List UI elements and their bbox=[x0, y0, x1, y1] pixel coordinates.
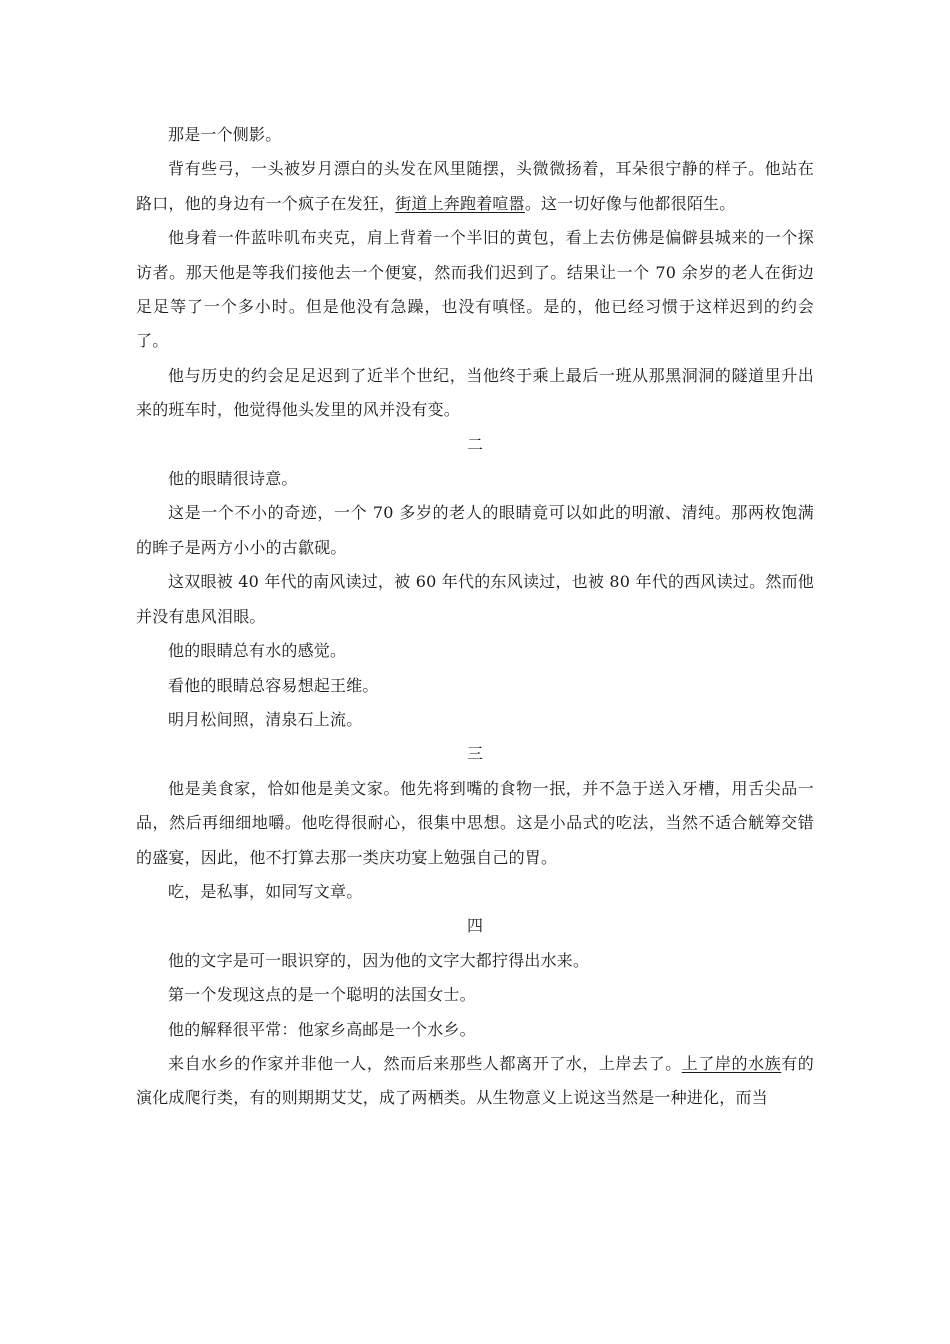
section-heading: 四 bbox=[466, 916, 483, 936]
paragraph: 他的眼睛很诗意。 bbox=[168, 469, 298, 489]
section-heading: 三 bbox=[466, 744, 483, 764]
paragraph: 看他的眼睛总容易想起王维。 bbox=[168, 675, 379, 695]
paragraph: 明月松间照，清泉石上流。 bbox=[168, 709, 363, 729]
text-span: 来自水乡的作家并非他一人，然而后来那些人都离开了水，上岸去了。 bbox=[168, 1053, 682, 1073]
paragraph bbox=[136, 1047, 814, 1116]
paragraph: 他身着一件蓝咔叽布夹克，肩上背着一个半旧的黄包，看上去仿佛是偏僻县城来的一个探访者。那天他是等我们接他去一个便宴，然而我们迟到了。结果让一个 70 余岁的老人在街边足足等了一个多小时。但是他没有急躁，也没有嗔怪。是的，他已经习惯于这样迟到的约会了。 bbox=[136, 228, 814, 351]
paragraph: 他的文字是可一眼识穿的，因为他的文字大都拧得出水来。 bbox=[168, 950, 590, 970]
paragraph: 他的解释很平常：他家乡高邮是一个水乡。 bbox=[168, 1019, 476, 1039]
paragraph: 他是美食家，恰如他是美文家。他先将到嘴的食物一抿，并不急于送入牙槽，用舌尖品一品，然后再细细地嚼。他吃得很耐心，很集中思想。这是小品式的吃法，当然不适合觥筹交错的盛宴，因此，他不打算去那一类庆功宴上勉强自己的胃。 bbox=[136, 778, 814, 867]
text-span: 背有些弓，一头被岁月漂白的头发在风里随摆，头微微扬着，耳朵很宁静的样子。他站在路口，他的身边有一个疯子在发狂， bbox=[136, 159, 814, 213]
paragraph: 第一个发现这点的是一个聪明的法国女士。 bbox=[168, 985, 476, 1005]
underlined-phrase: 上了岸的水族 bbox=[681, 1053, 782, 1073]
text-span: 有的演化成爬行类，有的则期期艾艾，成了两栖类。从生物意义上说这当然是一种进化，而当 bbox=[136, 1053, 815, 1108]
underlined-phrase: 街道上奔跑着喧嚣 bbox=[395, 193, 525, 213]
document-body bbox=[136, 118, 814, 1116]
paragraph bbox=[136, 152, 814, 221]
paragraph: 那是一个侧影。 bbox=[168, 125, 282, 144]
paragraph: 这双眼被 40 年代的南风读过，被 60 年代的东风读过，也被 80 年代的西风读过。然而他并没有患风泪眼。 bbox=[136, 572, 814, 626]
text-span: 。这一切好像与他都很陌生。 bbox=[524, 193, 736, 213]
paragraph: 他的眼睛总有水的感觉。 bbox=[168, 641, 347, 661]
paragraph: 他与历史的约会足足迟到了近半个世纪，当他终于乘上最后一班从那黑洞洞的隧道里升出来的班车时，他觉得他头发里的风并没有变。 bbox=[136, 365, 814, 420]
section-heading: 二 bbox=[466, 434, 483, 454]
paragraph: 这是一个不小的奇迹，一个 70 多岁的老人的眼睛竟可以如此的明澈、清纯。那两枚饱满的眸子是两方小小的古歙砚。 bbox=[136, 503, 814, 557]
paragraph: 吃，是私事，如同写文章。 bbox=[168, 881, 363, 901]
